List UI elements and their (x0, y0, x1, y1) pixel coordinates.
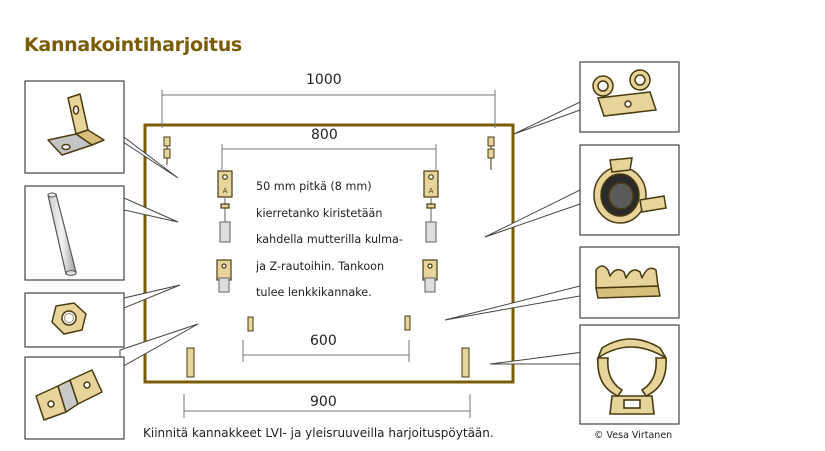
dimension-600-label: 600 (310, 333, 337, 349)
screw-left (248, 317, 253, 331)
credit: © Vesa Virtanen (594, 430, 673, 441)
caption: Kiinnitä kannakkeet LVI- ja yleisruuveilla harjoituspöytään. (143, 426, 494, 440)
dimension-900-label: 900 (310, 394, 337, 410)
description-line-3: kahdella mutterilla kulma- (256, 233, 403, 246)
lower-clip-left (187, 348, 194, 377)
bracket-marker-left: A (222, 187, 228, 195)
description-line-2: kierretanko kiristetään (256, 206, 383, 220)
page-title: Kannakointiharjoitus (24, 34, 242, 56)
description-text (256, 174, 441, 307)
z-bracket-left (217, 260, 231, 292)
description-line-1: 50 mm pitkä (8 mm) (256, 180, 372, 193)
description-line-5: tulee lenkkikannake. (256, 286, 372, 299)
bracket-marker-right: A (428, 187, 434, 195)
description-line-4: ja Z-rautoihin. Tankoon (256, 259, 385, 273)
callout-wedge-double-clip (514, 102, 580, 134)
lower-clip-right (462, 348, 469, 377)
dimension-800-label: 800 (311, 127, 338, 143)
dimension-1000-label: 1000 (306, 72, 342, 88)
screw-right (405, 316, 410, 330)
